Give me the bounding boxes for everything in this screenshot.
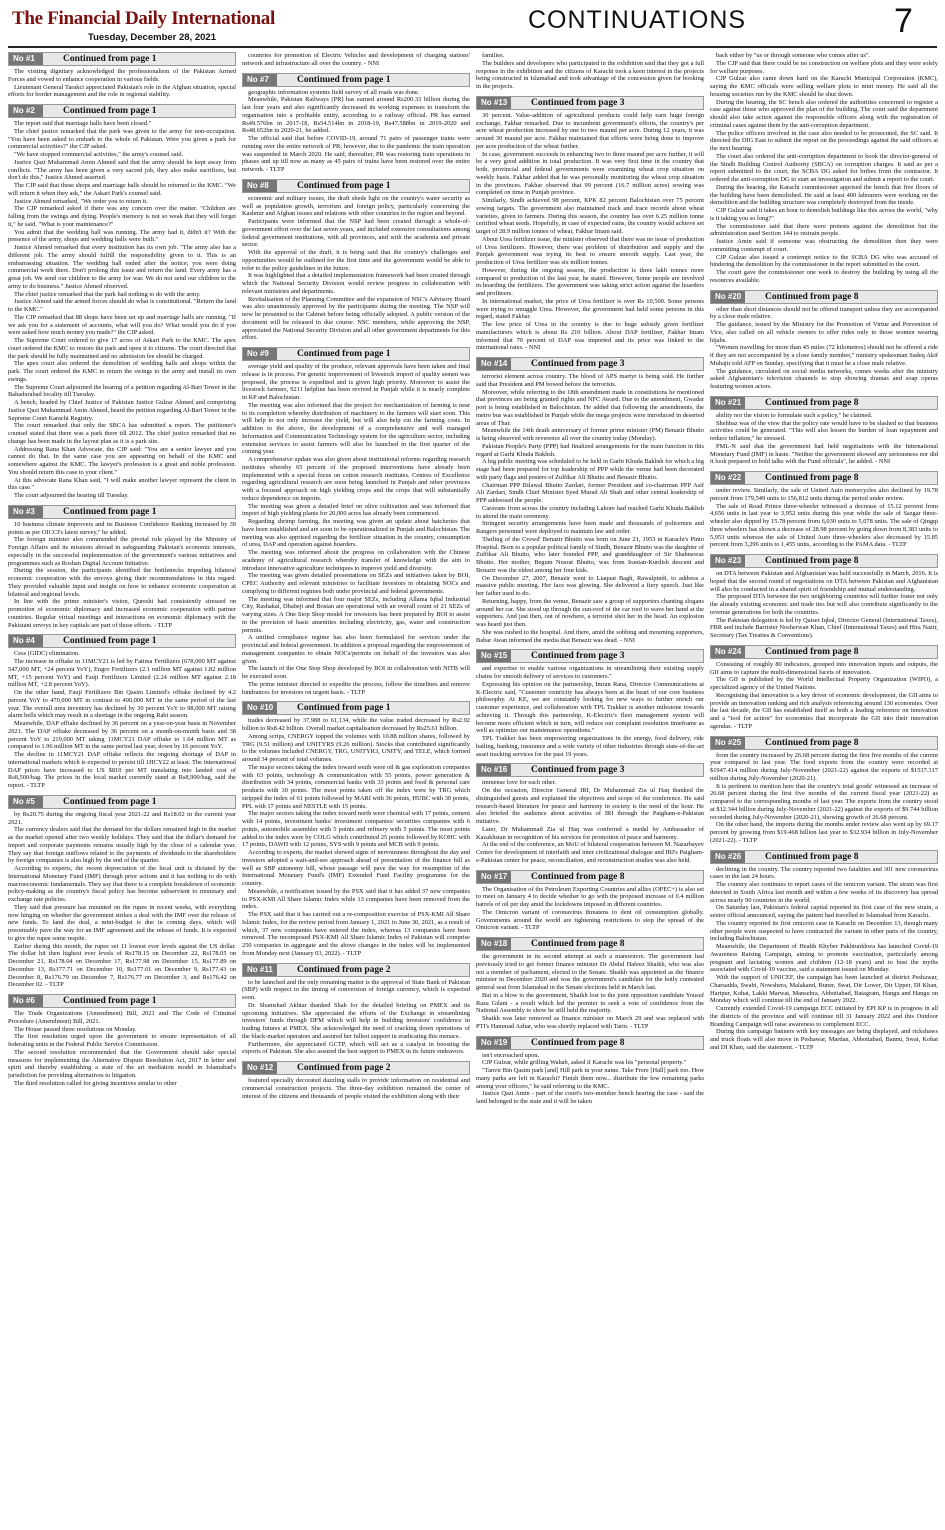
paragraph: A bench, headed by Chief Justice of Pakistan Justice Gulzar Ahmed and comprising Justice Qazi Muhammad Amin Ahmed, heard the petition regarding Al-Bari Tower in the Supreme Court Karachi Registry.: [8, 399, 236, 422]
article-number: No #19: [477, 1037, 511, 1049]
paragraph: The third resolution called for giving incentives similar to other: [14, 1079, 177, 1087]
article-number: No #9: [243, 348, 277, 360]
article-number: No #20: [711, 291, 745, 303]
continued-from-label: Continued from page 8: [511, 871, 703, 883]
article-header: [242, 963, 470, 977]
paragraph: The report said that marriage halls have been closed.": [14, 120, 152, 127]
article-number: No #6: [9, 995, 43, 1007]
article-body: [242, 363, 470, 696]
issue-date: Tuesday, December 28, 2021: [88, 32, 216, 43]
paragraph: Earlier during this month, the rupee set 11 lowest ever levels against the US dollar. The dollar hit then highest ever levels of Rs178.15 on December 22, Rs178.05 on December 21, Rs178.04 on December 17, Rs177.98 on December 15, Rs177.89 on December 13, Rs177.71 on December 10, Rs177.61 on December 9, Rs177.43 on December 8, Rs176.79 on December 7, Rs176.77 on December 3, and Rs176.42 on December 02. - TLTP: [8, 942, 236, 989]
paragraph: The meeting was given detailed presentations on SEZs and initiatives taken by BOI, CPEC Authority and relevant ministries to facilitate investors in obtaining NOCs and complying to different regimes both under provincial and federal governments.: [242, 572, 470, 595]
article-body: [476, 112, 704, 352]
paragraph: Caravans from across the country including Lahore had reached Garhi Khuda Bakhsh to attend the main ceremony.: [476, 504, 704, 520]
paragraph: Justice Ahmed remarked that every institution has its own job. "The army also has a different job. The army should fulfill the responsibility given to it. This is an embarrassing situation. The wedding hall ended after the notice; you were doing commercial work there. Don't prolong this issue and return the land. Every army has a great job. We send our children to the army for war. We do not send our children to the army to do business." Justice Ahmed observed.: [8, 244, 236, 290]
paragraph: The CJP remarked that 88 shops have been set up and marriage halls are running. "If we ask you for a statement of accounts, what will you do? What would you do if you were asked how much money you made?" the CJP asked.: [8, 313, 236, 337]
article-number: No #5: [9, 796, 43, 808]
article-header: [8, 505, 236, 519]
article: [476, 96, 704, 352]
paragraph: The court gave the commissioner one week to destroy the building by using all the resources available.: [710, 269, 938, 284]
paragraph: families.: [482, 52, 505, 59]
continued-from-label: Continued from page 1: [43, 53, 235, 65]
paragraph: On December 27, 2007, Benazir went to Liaquat Bagh, Rawalpindi, to address a massive public meeting. Her face was glowing. She delivered a fiery speech. Just like her father used to do.: [476, 574, 704, 597]
continued-from-label: Continued from page 1: [43, 635, 235, 647]
article-number: No #22: [711, 472, 745, 484]
paragraph: Chairman PPP Bilawal Bhutto Zardari, former President and co-chairman PPP Asif Ali Zardari, Sindh Chief Minister Syed Murad Ali Shah and other central leadership of PPP addressed the people.: [476, 481, 704, 504]
newspaper-title: The Financial Daily International: [12, 8, 275, 29]
paragraph: Dr. Shamshad Akhtar thanked Shah for the detailed briefing on PMEX and its upcoming initiatives. She appreciated the efforts of the Exchange in streamlining investors' funds through DFM which will help in building investors' confidence in trading futures at PMEX. She acknowledged the need of cracking down operations of the black-market operators and assured her fullest support in eradicating this menace.: [242, 1001, 470, 1040]
article-body: [8, 650, 236, 790]
paragraph: Similarly, Sindh achieved 98 percent, KPK 82 percent Balochistan over 75 percent sowing targets. The government also maintained track and trace records about wheat varieties, given to farmers. During this season, the country has over 6.25 million tonne certified wheat seeds. Hopefully, in case of expected rains, the country would achieve set target of 28.9 million tonnes of wheat, Fakhar Imam said.: [476, 197, 704, 235]
paragraph: featured specially decorated dazzling stalls to provide information on residential and commercial construction projects. The three-day exhibition remained the center of interest of the citizens and thousands of people visited the exhibition along with their: [242, 1077, 470, 1100]
continued-from-label: Continued from page 8: [511, 1037, 703, 1049]
continued-from-label: Continued from page 1: [43, 105, 235, 117]
paragraph: On the occasion, Director General IRI, Dr Muhammad Zia ul Haq thanked the distinguished guests and explained the objectives and scope of the conference. He said research-based literature for peace and harmony in society is the need of the hour. He also briefed the audience about activities of IRI through the Paigham-e-Pakistan initiative.: [476, 787, 704, 825]
paragraph: The low price of Urea in the country is due to huge subsidy given fertilizer manufacturers which is about Rs 210 billion. About DAP fertilizer, Fakhar Imam informed that 70 percent of DAP was imported and its price was linked to the international rates. - NNI: [476, 321, 704, 352]
paragraph: The Pakistan delegation is led by Qaiser Iqbal, Director General (International Taxes), FBR and include Barrister Nosherwan Khan, Chief (International Taxes) and Hira Nazir, Secretary (Tax Treaties & Conventions).: [710, 616, 938, 639]
continued-from-label: Continued from page 1: [277, 74, 469, 86]
paragraph: You admit that the wedding hall was running. The army had it, didn't it? With the presence of the army, shops and wedding halls were built.": [8, 228, 236, 244]
paragraph: The official said that before COVID-19, around 71 pairs of passenger trains were running over the entire network of PR; however, due to the pandemic the train operation was suspended in March 2020. He said, thereafter, PR was restoring train operations in phases and up till now as many as 45 pairs of trains have been restored over the entire network. - TLTP: [242, 135, 470, 173]
article-header: [8, 52, 236, 66]
paragraph: According to experts, the recent depreciation of the local unit is dictated by the International Monetary Fund (IMF) through prior actions and it has nothing to do with macroeconomic fundamentals. They say that there is a complete breakdown of economic policy-making as the country's fiscal policy has become subservient to monetary and exchange rate policies.: [8, 865, 236, 903]
paragraph: The meeting was also informed that the project for mechanization of farming is near to its completion whereby distribution of machinery to the farmers will start soon. This will help to not only increase the yield, but will also help cut the farming costs. In addition to the above, the development of a comprehensive and well managed Information and Communication Technology system for the agriculture sector, including extension services to assist farmers will also be launched in the first quarter of the coming year.: [242, 401, 470, 456]
column-2: [242, 52, 470, 1524]
continued-from-label: Continued from page 1: [43, 796, 235, 808]
article-body: [476, 373, 704, 644]
article: [476, 52, 704, 91]
article: [242, 73, 470, 174]
paragraph: The currency dealers said that the demand for the dollars remained high in the market as the market opened after two weekly holidays. They said that the dollar's demand for import and corporate payments remains usually high by the close of a calendar year. They say that foreign outflows related to the payments of dividends to the shareholders by foreign companies is also high by the end of the quarter.: [8, 826, 236, 865]
paragraph: CJP Gulzar said it takes an hour to demolish buildings like this across the world, "why is it taking you so long?": [710, 207, 938, 222]
article-header: [242, 701, 470, 715]
continued-from-label: Continued from page 8: [745, 646, 937, 658]
article-body: [242, 89, 470, 174]
article-number: No #23: [711, 555, 745, 567]
article-body: [476, 52, 704, 91]
paragraph: The CJP said that there could be no construction on welfare plots and they were solely for welfare purposes.: [710, 59, 938, 75]
paragraph: With the support of UNICEF, the campaign has been launched at district Peshawar, Charsadda, Swabi, Nowshera, Malakand, Buner, Swat, Dir Lower, Dir Upper, DI Khan, Haripur, Kohat, Lakki Marwat, Mansehra, Abbottabad, Batagram, Hangu and Hangu on Monday which will continue till the end of January 2022.: [710, 974, 938, 1005]
paragraph: In case, government succeeds in enhancing two to three maund per acre further, it will be a very good addition in total production. It was very first time in the country that both, provincial and federal governments were examining wheat crop situation on weekly basis. Fakhar added that he was personally monitoring the wheat crop situation in the provinces. Fakhar observed that 99 percent (16.7 million acres) sowing was completed on time in Punjab province.: [476, 150, 704, 197]
article-body: [476, 886, 704, 933]
article-body: [476, 953, 704, 1031]
article-header: [8, 104, 236, 118]
continued-from-label: Continued from page 1: [277, 348, 469, 360]
article-header: [8, 795, 236, 809]
paragraph: The Omicron variant of coronavirus threatens to dent oil consumption globally. Governments around the world are tightening restrictions to stop the spread of the Omicron variant. - TLTP: [476, 908, 704, 932]
paragraph: Meanwhile, Pakistan Railways (PR) has earned around Rs200.33 billion during the last four years and also significantly decreased its working expenses to transform the organisation into a profitable entity, according to a railway official. PR has earned Rs49.576bn in 2017-18, Rs54.514bn in 2018-19, Rs47.588bn in 2019-2020 and Rs48.652bn in 2020-21, he added.: [242, 96, 470, 135]
paragraph: The proposed DTA between the two neighboring countries will further foster not only the already existing economic and trade ties but will also contribute significantly to the revenue generations for both the countries.: [710, 593, 938, 616]
paragraph: trades decreased by 37,988 to 61,134, while the value traded decreased by Rs2.92 billion to Rs8.42 billion. Overall market capitalisation decreased by Rs25.61 billion.: [242, 717, 470, 732]
continued-from-label: Continued from page 2: [277, 1062, 469, 1074]
article-header: [710, 736, 938, 750]
continued-from-label: Continued from page 3: [511, 650, 703, 662]
paragraph: Returning, happy, from the venue, Benazir saw a group of supporters chanting slogans around her car. She stood up through the sun-roof of the car roof to wave her hand at the supporters. And just then, out of nowhere, a terrorist shot her in the head. An explosion was heard just then.: [476, 597, 704, 628]
paragraph: The guidance, circulated on social media networks, comes weeks after the ministry asked Afghanistan's television channels to stop showing dramas and soap operas featuring women actors.: [710, 367, 938, 390]
article-number: No #17: [477, 871, 511, 883]
article-number: No #13: [477, 97, 511, 109]
section-title: CONTINUATIONS: [528, 6, 747, 34]
continued-from-label: Continued from page 3: [511, 97, 703, 109]
article-header: [476, 937, 704, 951]
article: [476, 1036, 704, 1106]
paragraph: isn't encroached upon.: [482, 1051, 540, 1059]
article-header: [8, 994, 236, 1008]
paragraph: CJP Gulzar, while grilling Wahab, asked if Karachi was his "personal property.": [482, 1059, 687, 1067]
paragraph: With the approval of the draft, it is being said that the country's challenges and opportunities would be outlined for the first time and the government would be able to refer to the policy guidelines in the future.: [242, 249, 470, 272]
paragraph: Expressing his opinion on the partnership, Imran Rana, Director Communications at K-Electric said, "Customer centricity has always been at the heart of our core business philosophy. At KE, we are constantly looking for new ways to further enrich our customer experience, and collaboration with TPL Trakker is another milestone towards achieving it. Through this partnership, K-Electric's fleet management system will become more efficient which in turn, will reduce our complaint resolution timeframe as well as optimize our maintenance operations.": [476, 680, 704, 735]
paragraph: During this campaign banners with key messages are being displayed, and rickshaws and truck floats will also move in Peshawar, Mardan, Abbottabad, Bannu, Swat, Kohat and DI Khan, said the statement. - TLTP: [710, 1028, 938, 1051]
paragraph: declining in the country. The country reported two fatalities and 301 new coronavirus cases in the last 24 hours.: [710, 865, 938, 881]
paragraph: Addressing Rana Khan Advocate, the CJP said: "You are a senior lawyer and you cannot do that. In the same case you are appearing on behalf of the KMC and somewhere against the KMC. The lawyer's profession is a great and noble profession. You should return this case to your client.": [8, 445, 236, 476]
article: [710, 290, 938, 391]
paragraph: The prime minister directed to expedite the process, follow the timelines and remove hindrances for investors on urgent basis. - TLTP: [242, 680, 470, 696]
article-header: [476, 96, 704, 110]
paragraph: During the session, the participants identified the bottlenecks impeding bilateral economic cooperation with the envoys giving their recommendations in this regard. They provided valuable input and insight on how to enhance economic cooperation at bilateral and regional levels.: [8, 567, 236, 598]
paragraph: A comprehensive update was also given about institutional reforms regarding research institutes whereby 65 percent of the proposed interventions have already been implemented with a special focus on cotton research institutes. Centres of Excellence regarding agricultural research are soon being launched in Punjab and other provinces with a focused approach on high yielding crops and the crops that will substantially reduce dependence on imports.: [242, 456, 470, 502]
article-header: [242, 179, 470, 193]
column-3: [476, 52, 704, 1524]
article: [710, 471, 938, 549]
article-body: [8, 811, 236, 989]
paragraph: The court remarked that only the SBCA has submitted a report. The petitioner's counsel stated that there was a park there till 2012. The chief justice remarked that no change has been made in the layout plan as it is a park site.: [8, 422, 236, 445]
continued-from-label: Continued from page 3: [511, 358, 703, 370]
article-number: No #11: [243, 964, 277, 976]
article-number: No #1: [9, 53, 43, 65]
masthead: [0, 0, 945, 48]
paragraph: The meeting was informed that four major SEZs, including Allama Iqbal Industrial City, Rashakai, Dhabeji and Bostan are operational with an overall count of 21 SEZs of varying sizes. A One Stop Shop model for investors has been prepared by BOI to assist in the provision of basic amenities including electricity, gas, water and construction permits.: [242, 595, 470, 634]
paragraph: to be launched and the only remaining matter is the approval of State Bank of Pakistan (SBP) with respect to the timing of conversion of foreign currency, which is expected soon.: [242, 978, 470, 1001]
article-number: No #26: [711, 851, 745, 863]
article-number: No #16: [477, 764, 511, 776]
paragraph: by Rs20.75 during the ongoing fiscal year 2021-22 and Rs18.02 in the current year 2021.: [8, 810, 236, 826]
paragraph: 30 percent. Value-addition of agricultural products could help earn huge foreign exchange, Fakhar remarked. Due to incumbent government's efforts, the country's per acre wheat production increased by one to two maund per acre. During 12 years, it was around 30 maund per acre. Fakhar maintained that efforts were being done to improve per acre production of the wheat further.: [476, 111, 704, 150]
paragraph: Lieutenant General Tarakci appreciated Pakistan's role in the Afghan situation, special efforts for border management and the role in regional stability.: [8, 83, 236, 99]
paragraph: immense love for each other.: [482, 779, 556, 787]
paragraph: The Supreme Court adjourned the hearing of a petition regarding Al-Bari Tower in the Bahadurabad locality till Tuesday.: [8, 383, 236, 399]
paragraph: The meeting was given a detailed brief on olive cultivation and was informed that import of high yielding plants for 20,000 acres has already been commenced.: [242, 502, 470, 518]
article: [242, 347, 470, 696]
paragraph: PML-N said that the government had held negotiations with the International Monetary Fund (IMF) in haste. "Neither the government showed any seriousness nor did it look prepared to hold talks with the Fund officials", he added. - NNI: [710, 442, 938, 466]
article-body: [242, 52, 470, 68]
article: [476, 763, 704, 864]
paragraph: On the other hand, Fauji Fertilizers Bin Qasim Limited's offtake declined by 4.2 percent YoY to 470,000 MT in contrast to 490,000 MT in the same period of the last year. The overall urea inventory has declined by 30 percent YoY to 98,000 MT raising alarm bells which may result in a shortage in the ongoing Rabi season.: [8, 689, 236, 720]
paragraph: At this advocate Rana Khan said, "I will make another lawyer represent the client in this case.": [8, 476, 236, 492]
paragraph: The chief justice remarked that the park had nothing to do with the army.: [14, 290, 201, 298]
article: [242, 1061, 470, 1100]
article-number: No #12: [243, 1062, 277, 1074]
paragraph: In line with the prime minister's vision, Qureshi had consistently stressed on promotion of economic diplomacy and increased economic cooperation with partner countries. Regular virtual meetings and interactions on economic diplomacy with the Pakistani envoys in key capitals are part of those efforts. - TLTP: [8, 598, 236, 629]
article-body: [710, 866, 938, 1052]
paragraph: TPL Trakker has been empowering organizations in the energy, food delivery, ride hailing, banking, insurance and a wide variety of other industries through state-of-the-art asset tracking services for the past 19 years.: [476, 735, 704, 758]
continued-from-label: Continued from page 1: [43, 506, 235, 518]
paragraph: A unified compliance regime has also been formulated for services under the provincial and federal government. In addition a proposal regarding the empowerment of management companies to obtain NOCs/permits on behalf of the investors was also given.: [242, 634, 470, 665]
article: [710, 554, 938, 640]
paragraph: the government in its second attempt at such a manoeuvre. The government had previously tried to get former finance minister Dr Abdul Hafeez Shaikh, who was also not a member of parliament, elected to the Senate. Shaikh was appointed as the finance minister in December 2020 and was the government's candidate for the hotly contested general seat from Islamabad in the Senate elections held in March last.: [476, 953, 704, 991]
article-body: [8, 1010, 236, 1088]
article-number: No #4: [9, 635, 43, 647]
paragraph: Revitalisation of the Planning Committee and the expansion of NSC's Advisory Board was also unanimously approved by the participants during the meeting. The NSP will now be presented to the Cabinet before being officially adopted. A public version of the document will be released in due course. NSC members, while approving the NSP, appreciated the National Security Division and all other government departments for this effort.: [242, 295, 470, 342]
article-number: No #21: [711, 397, 745, 409]
paragraph: The Organisation of the Petroleum Exporting Countries and allies (OPEC+) is also set to meet on January 4 to decide whether to go with the proposed increase of 0.4 million barrels of oil per day amid the lockdowns imposed in different countries.: [476, 885, 704, 908]
article-body: [710, 52, 938, 285]
paragraph: 10 business climate improvers and its Business Confidence Ranking increased by 39 points as per OICCI's latest survey," he added.: [8, 520, 236, 536]
paragraph: CJP Gulzar also came down hard on the Karachi Municipal Corporation (KMC), saying the KMC officials were selling welfare plots to mint money. He said all the housing societies run by the KMC should be shut down.: [710, 75, 938, 98]
continued-from-label: Continued from page 1: [277, 702, 469, 714]
paragraph: Furthermore, she appreciated GCTP, which will act as a catalyst in boosting the exports of Pakistan. She also assured the best support to PMEX in its future endeavors.: [242, 1040, 470, 1056]
paragraph: Meanwhile, DAP offtake declined by 36 percent on a year-on-year basis in November 2021. The DAP offtake decreased by 36 percent on a month-on-month basis and 38 percent YoY to 219,000 MT taking 11MCY21 DAP offtake to 1.64 million MT as compared to 1.96 million MT in the same period last year, down by 16 percent YoY.: [8, 720, 236, 751]
paragraph: At the end of the conference, an MoU of bilateral cooperation between M. Nazarbayev Centre for development of interfaith and inter civilizational dialogue and IRI's Paigham-e-Pakistan center for peace, reconciliation, and reconstruction studies was also held.: [476, 841, 704, 864]
article: [8, 52, 236, 99]
paragraph: She was rushed to the hospital. And there, amid the sobbing and mourning supporters, Babar Awan informed the media that Benazir was dead. - NNI: [476, 628, 704, 644]
paragraph: The country also continues to report cases of the omicron variant. The strain was first detected in South Africa last month and within a few weeks of its discovery has spread across nearly 90 countries in the world.: [710, 881, 938, 904]
article: [8, 505, 236, 630]
paragraph: But in a blow to the government, Shaikh lost to the joint opposition candidate Yousuf Raza Gilani - a result which led the premier to seek a vote of confidence from the National Assembly to show he still held the majority.: [476, 991, 704, 1015]
paragraph: The police officers involved in the case also needed to be prosecuted, the SC said. It directed the DIG East to submit the report on the proceedings against the said officers at the next hearing.: [710, 129, 938, 152]
article-body: [242, 979, 470, 1057]
paragraph: About Urea fertilizer issue, the minister observed that there was no issue of production of Urea fertilizers. However, there was problem of distribution and supply and the Punjab government was trying its best to ensure smooth supply. Last year, the production of Urea fertilizer was six million tonnes.: [476, 235, 704, 266]
paragraph: terrorist element across country. The blood of APS martyr is being sold. He further said that President and PM bowed before the terrorists.: [476, 373, 704, 388]
article: [8, 994, 236, 1088]
page-number: 7: [894, 2, 913, 40]
paragraph: "We have stopped commercial activities," the army's counsel said.: [14, 151, 184, 158]
article: [242, 701, 470, 957]
paragraph: Among scrips, CNERGY topped the volumes with 10.88 million shares, followed by TRG (9.51 million) and UNITYRS (9.26 million). Stocks that contributed significantly to the volumes included CNERGY, TRG, UNITYR3, UNITY, and TELE, which formed around 34 percent of total volumes.: [242, 732, 470, 763]
paragraph: countries for promotion of Electric Vehicles and development of charging stations' network and infrastructure all over the country. - NNI: [242, 52, 470, 67]
article-header: [8, 634, 236, 648]
paragraph: The launch of the One Stop Shop developed by BOI in collaboration with NITB will be executed soon.: [242, 665, 470, 680]
paragraph: Pakistan People's Party (PPP) had finalized arrangements for the main function in this regard at Garhi Khuda Bakhsh.: [476, 442, 704, 458]
continued-from-label: Continued from page 8: [745, 851, 937, 863]
article-number: No #7: [243, 74, 277, 86]
paragraph: Regarding shrimp farming, the meeting was given an update about hatcheries that have been established and are soon to be operationalized in Punjab and Balochistan. The meeting was also apprised regarding the fertilizer situation in the country, consumption of urea, DAP and operation against hoarders.: [242, 518, 470, 549]
article: [8, 634, 236, 790]
continued-from-label: Continued from page 8: [745, 291, 937, 303]
paragraph: The first resolution urged upon the government to ensure representation of all federating units in the Federal Public Service Commission.: [8, 1033, 236, 1048]
paragraph: and expertise to enable various organizations in streamlining their existing supply chains for smooth delivery of services to customers.": [476, 665, 704, 680]
paragraph: 'Darling of the Crowd' Benazir Bhutto was born on June 21, 1953 in Karachi's Pinto Hospital. Born to a popular political family of Sindh, Benazir Bhutto was the daughter of Zulfikar Ali Bhutto, who later founded PPP, and granddaughter of Sir Shahnawaz Bhutto. Her mother, Begum Nusrat Bhutto, was from Iranian-Kurdish descent and Benazir was the eldest among her four kids.: [476, 535, 704, 574]
paragraph: The CJP said that these shops and marriage halls should be returned to the KMC. "We will return it when they ask," the Askari Park's counsel said.: [8, 182, 236, 197]
paragraph: economic and military issues, the draft sheds light on the country's water security as well as population growth, terrorism and foreign policy, particularly concerning the Kashmir and Afghan issues and relations with other countries in the region and beyond.: [242, 194, 470, 218]
article-header: [710, 850, 938, 864]
paragraph: The country reported its first omicron case in Karachi on December 13, though many other people were suspected to have contracted the variant in other parts of the country, including Balochistan.: [710, 919, 938, 943]
paragraph: Justice Amin said if someone was obstructing the demolition then they were committing contempt of court.: [710, 238, 938, 253]
paragraph: They said that pressure has mounted on the rupee in recent weeks, with everything now hinging on whether the government strikes a deal with the IMF over the release of new funds. To land the deal, a mini-budget is due in coming days, which will presumably pave the way for an IMF agreement and the release of funds. It is expected to give the rupee some respite.: [8, 903, 236, 942]
continued-from-label: Continued from page 8: [745, 555, 937, 567]
article-body: [8, 120, 236, 500]
paragraph: CJP Gulzar also issued a contempt notice to the SCBA DG who was accused of hindering the demolition by the commissioner in the report submitted to the court.: [710, 253, 938, 269]
article: [710, 736, 938, 845]
continued-from-label: Continued from page 1: [277, 180, 469, 192]
paragraph: Justice Qazi Muhammad Amin Ahmed said that the army should be kept away from conflicts. "The army has been given a very sacred job, they also make sacrifices, but don't do this," Justice Ahmed asserted.: [8, 158, 236, 182]
article-header: [242, 73, 470, 87]
continued-from-label: Continued from page 2: [277, 964, 469, 976]
paragraph: Recognising that innovation is a key driver of economic development, the GII aims to provide an innovation ranking and rich analysis referencing around 130 economies. Over the last decade, the GII has established itself as both a leading reference on innovation and a "tool for action" for economies that incorporate the GII into their innovation agendas. - TLTP: [710, 691, 938, 730]
paragraph: However, during the ongoing season, the production is three lakh tonnes more compared to production of the last year, he stated. However, Some people are involved in hoarding the fertilizers. The government was taking strict action against the hoarders and profiteers.: [476, 266, 704, 297]
article: [476, 937, 704, 1031]
continued-from-label: Continued from page 8: [745, 397, 937, 409]
article-number: No #18: [477, 938, 511, 950]
paragraph: "Tanvir Bin Qasim park [and] Hill park in your name. Take Frere [Hall] park too. How many parks are left in Karachi? Finish them now... distribute the few remaining parks among your officers," he said referring to the KMC.: [476, 1067, 704, 1090]
article-body: [242, 195, 470, 342]
paragraph: The foreign minister also commended the pivotal role played by the Ministry of Foreign Affairs and its missions abroad in safeguarding Pakistan's economic interests, especially in the successful implementation of the government's various initiatives and programmes such as Roshan Digital Account Initiative.: [8, 536, 236, 567]
paragraph: The commissioner said that there were protests against the demolition but the administration used Section 144 to restrain people.: [710, 222, 938, 238]
article-header: [710, 396, 938, 410]
paragraph: The second resolution recommended that the Government should take special measures for implementing the Alternative Dispute Resolution Act, 2017 in letter and spirit and thereby establishing a state of the art mediation model in Islamabad's jurisdiction for providing alternatives to litigation.: [8, 1048, 236, 1079]
article-header: [710, 554, 938, 568]
paragraph: Currently extended Covid-19 campaign ECC initiated by EPI KP is in progress in all the districts of the province and will continue till 31 January 2022 and this Outdoor Branding Campaign will raise awareness to complement ECC.: [710, 1005, 938, 1028]
article-body: [710, 752, 938, 845]
article: [710, 396, 938, 466]
article-body: [710, 661, 938, 731]
article-body: [242, 717, 470, 957]
paragraph: During the hearing, the SC bench also ordered the authorities concerned to register a case against those who approved the plan of the building. The court said the department should also take action against the responsible officers along with the registration of criminal cases against them by the anti-corruption department.: [710, 98, 938, 129]
article-number: No #8: [243, 180, 277, 192]
article: [476, 357, 704, 644]
continued-from-label: Continued from page 8: [511, 938, 703, 950]
article: [710, 645, 938, 731]
article: [242, 963, 470, 1057]
article-number: No #25: [711, 737, 745, 749]
continued-from-label: Continued from page 1: [43, 995, 235, 1007]
paragraph: The increase in offtake in 11MCY21 is led by Fatima Fertilizers (678,000 MT against 547,000 MT, +24 percent YoY), Engro Fertilizers (2.1 million MT against 1.82 million MT, +15 percent YoY) and Fauji Fertilizers Limited (2.24 million MT against 2.18 million MT, +2.8 percent YoY).: [8, 658, 236, 689]
paragraph: Shaikh was later removed as finance minister on March 29 and was replaced with PTI's Hammad Azhar, who was shortly replaced with Tarin. - TLTP: [476, 1015, 704, 1030]
article-header: [710, 290, 938, 304]
paragraph: The decline in 11MCY21 DAP offtake reflects the ongoing shortage of DAP in international markets which is expected to persist till 1HCY22 at least. The international DAP prices have increased to US $810 per MT translating into landed cost of Rs8,500/bag. The prices in the local market currently stand at Rs8,900/bag, said the report. - TLTP: [8, 751, 236, 789]
article-number: No #15: [477, 650, 511, 662]
paragraph: It was highlighted that a detailed implementation framework had been created through which the National Security Division would review progress in collaboration with relevant ministries and departments.: [242, 272, 470, 295]
article-columns: [8, 52, 938, 1524]
paragraph: In international market, the price of Urea fertilizer is over Rs 10,500. Some persons were trying to smuggle Urea. However, the government had held some persons in this regard, stated Fakhar.: [476, 297, 704, 321]
paragraph: Consisting of roughly 80 indicators, grouped into innovation inputs and outputs, the GII aims to capture the multi-dimensional facets of innovation.: [710, 660, 938, 676]
article-header: [476, 357, 704, 371]
paragraph: The major sectors taking the index toward north were chemical with 17 points, cement with 14 points, investment banks/ investment companies/ securities companies with 6 points, automobile assembler with 5 points and refinery with 5 points. The most points added to the index were by COLG which contributed 25 points followed by KOHC with 17 points, DAWH with 12 points, SYS with 9 points and MCB with 9 points.: [242, 810, 470, 849]
paragraph: Later, Dr Muhammad Zia ul Haq was conferred a medal by Ambassador of Kazakhstan in recognition of his services for promotion of peace and harmony.: [476, 825, 704, 841]
paragraph: On Saturday last, Pakistan's federal capital reported its first case of the new strain, a senior official announced, saying the patient had travelled to Islamabad from Karachi.: [710, 904, 938, 919]
paragraph: under review. Similarly, the sale of United Auto motorcycles also declined by 19.78 percent from 179,549 units to 156,812 units during the period under review.: [710, 487, 938, 502]
paragraph: "Women travelling for more than 45 miles (72 kilometres) should not be offered a ride if they are not accompanied by a close family member," ministry spokesman Sadeq Akif Muhajir told AFP on Sunday, specifying that it must be a close male relative.: [710, 344, 938, 367]
paragraph: Justice Ahmed remarked, "We order you to return it.: [14, 197, 148, 205]
paragraph: average yield and quality of the produce, relevant approvals have been taken and final release is in process. For genetic improvement of livestock import of quality semen was proposed, the process is expedited and is given high priority. Moreover to assist the livestock farmers, 9211 helpline has been revived in Punjab while it is nearly complete in KP and Balochistan.: [242, 363, 470, 401]
masthead-rule: [8, 46, 937, 48]
article-number: No #3: [9, 506, 43, 518]
paragraph: Meanwhile, a notification issued by the PSX said that it has added 37 new companies to PSX-KMI All Share Islamic Index while 13 companies have been removed from the index.: [242, 887, 470, 911]
continued-from-label: Continued from page 8: [745, 737, 937, 749]
article: [242, 52, 470, 68]
paragraph: geographic information systems field survey of all roads was done.: [248, 88, 420, 96]
paragraph: Justice Ahmed said the armed forces should do what is constitutional. "Return the land to the KMC.": [8, 298, 236, 313]
article: [710, 52, 938, 285]
paragraph: The guidance, issued by the Ministry for the Promotion of Virtue and Prevention of Vice, also called on all vehicle owners to offer rides only to those women wearing hijabs.: [710, 321, 938, 344]
article-body: [8, 521, 236, 630]
paragraph: Stringent security arrangements have been made and thousands of policemen and Rangers personnel were deployed to maintain law and order.: [476, 520, 704, 535]
article: [476, 870, 704, 933]
paragraph: The builders and developers who participated in the exhibition said that they got a full response in the exhibition and the citizens of Karachi took a keen interest in the projects being constructed in Islamabad and took advantage of the concession given for booking in the projects.: [476, 59, 704, 90]
paragraph: During the hearing, the Karachi commissioner apprised the bench that five floors of the building have been demolished. He said at least 400 labourers were working on the demolition and the building structure was completely destroyed from the inside.: [710, 183, 938, 207]
article-body: [710, 306, 938, 391]
paragraph: Shehbaz was of the view that the policy rate would have to be slashed so that business activities could be generated. "This will also lessen the burden of loan repayment and reduce inflation," he stressed.: [710, 419, 938, 442]
paragraph: Justice Qazi Amin - part of the court's two-member bench hearing the case - said the land belonged to the state and it will be taken: [476, 1090, 704, 1105]
article: [8, 104, 236, 500]
paragraph: The Supreme Court ordered to give 17 acres of Askari Park to the KMC. The apex court ordered the KMC to restore the park and open it to citizens. The court directed that the park should be fully maintained and no admission fee should be charged.: [8, 337, 236, 360]
article-body: [242, 1077, 470, 1100]
article-body: [710, 412, 938, 466]
paragraph: back either by "us or through someone who comes after us".: [716, 52, 871, 59]
paragraph: The Trade Organizations (Amendment) Bill, 2021 and The Code of Criminal Procedure (Amendment) Bill, 2021.: [8, 1010, 236, 1025]
article-header: [476, 649, 704, 663]
paragraph: The major sectors taking the index toward south were oil & gas exploration companies with 63 points, technology & communication with 55 points, power generation & distribution with 34 points, commercial banks with 33 points and food & personal care products with 30 points. The most points taken off the index were by TRG which stripped the index of 61 points followed by MARI with 36 points, HUBC with 30 points, PPL with 17 points and NESTLE with 15 points.: [242, 763, 470, 810]
paragraph: from the country increased by 26.68 percent during the first five months of the current year compared to last year. The food exports from the country were recorded at $1947.414 million during July-November (2021-22) against the exports of $1537.317 million during July-November (2020-21).: [710, 751, 938, 782]
paragraph: Participants were informed that the NSP had been created through a whole-of-government effort over the last seven years, and included extensive consultations among federal government institutions, with all provinces, and with the academia and private sector.: [242, 218, 470, 249]
article-number: No #14: [477, 358, 511, 370]
paragraph: The meeting was informed about the progress on collaboration with the Chinese academy of agricultural research whereby transfer of knowledge with the aim to introduce innovative agriculture techniques to improve yield and diversity.: [242, 549, 470, 572]
article-body: [476, 665, 704, 758]
paragraph: A big public meeting was scheduled to be held in Garhi Khuda Bakhsh for which a big stage had been prepared for top leadership of PPP while the venue had been decorated with party flags and posters of Zulfikar Ali Bhutto and Benazir Bhutto.: [476, 458, 704, 481]
paragraph: The apex court also ordered the demolition of wedding halls and shops within the park. The court ordered the KMC to return the swings to the army and install its own swings.: [8, 360, 236, 383]
paragraph: ability nor the vision to formulate such a policy," he claimed.: [716, 411, 873, 419]
column-4: [710, 52, 938, 1524]
article-header: [710, 645, 938, 659]
paragraph: The court adjourned the hearing till Tuesday.: [14, 492, 129, 499]
article-header: [242, 347, 470, 361]
article: [710, 850, 938, 1052]
article-number: No #10: [243, 702, 277, 714]
paragraph: Moreover, while referring to the 18th amendment made in constitutions he mentioned that provinces are being granted rights and NFC Award. Due to the amendment, Gwadar port is being established in Balochistan. He added that following the amendments, the metro bus was established in Punjab while the mega projects were introduced in deserted areas of Thar.: [476, 388, 704, 427]
paragraph: other than short distances should not be offered transport unless they are accompanied by a close male relative.: [710, 305, 938, 321]
article-number: No #24: [711, 646, 745, 658]
article-header: [476, 870, 704, 884]
paragraph: Cess (GIDC) elimination.: [14, 650, 80, 658]
paragraph: On the other hand, the imports during the months under review also went up by 69.17 percent by growing from $19.468 billion last year to $32.934 billion in July-November (2021-22). - TLTP: [710, 821, 938, 844]
paragraph: The court also ordered the anti-corruption department to book the director-general of the Sindh Building Control Authority (SBCA) on corruption charges. It said as per a report submitted to the court, the SCBA DG asked for bribes from the contractor. It ordered the anti-corruption DG to start an investigation and submit a report to the court.: [710, 152, 938, 183]
article-header: [242, 1061, 470, 1075]
continued-from-label: Continued from page 3: [511, 764, 703, 776]
paragraph: The chief justice remarked that the park was given to the army for non-occupation. "You have been asked to embark to the whole of Pakistan. Were you given a park for commercial activities?" the CJP asked.: [8, 127, 236, 151]
article: [476, 649, 704, 758]
paragraph: Meanwhile the 14th death anniversary of former prime minister (PM) Benazir Bhutto is being observed with reverence all over the country today (Monday).: [476, 427, 704, 442]
continued-from-label: Continued from page 8: [745, 472, 937, 484]
article-body: [710, 487, 938, 549]
paragraph: The CJP remarked asked if there was any concern over the matter. "Children are falling from the swings and dying. People's memory is not so weak that they will forget it," he said. "What is your maintenance?": [8, 205, 236, 228]
paragraph: The sale of Road Prince three-wheeler witnessed a decrease of 15.12 percent from 4,656 units in last year to 3,952 units during this year while the sale of Sazgar three-wheeler also dipped by 15.78 percent from 6,030 units to 5,078 units. The sale of Qingqi three wheelers has shown a decrease of 28.98 percent by going down from 8,383 units to 5,953 units whereas the sale of United Auto three-wheelers also decreased by 15.85 percent from 3,296 units to 1,455 units, according to the PAMA data. - TLTP: [710, 502, 938, 549]
paragraph: The House passed three resolutions on Monday.: [14, 1025, 137, 1033]
paragraph: The visiting dignitary acknowledged the professionalism of the Pakistan Armed Forces and vowed to enhance cooperation in various fields.: [8, 68, 236, 83]
article: [242, 179, 470, 342]
column-1: [8, 52, 236, 1524]
article: [8, 795, 236, 989]
paragraph: Meanwhile, the Department of Health Khyber Pakhtunkhwa has launched Covid-19 Awareness Raising Campaign, aiming to promote vaccination, particularly among pregnant and lactating women and children (12-18 years) and to bust the myths associated with Covid-19 vaccine, said a statement issued on Monday.: [710, 943, 938, 974]
paragraph: The GII is published by the World Intellectual Property Organization (WIPO), a specialized agency of the United Nations.: [710, 676, 938, 691]
paragraph: The PSX said that it has carried out a re-composition exercise of PSX-KMI All Share Islamic Index, for the review period from January 1, 2021 to June 30, 2021, as a result of which, 37 new companies have entered the index, whereas 13 companies have been removed. The recomposed PSX-KMI All Share Islamic Index of Pakistan will comprise 250 companies in aggregate and the above changes in the index will be implemented from Monday next (January 03, 2022). - TLTP: [242, 911, 470, 957]
article-body: [476, 1052, 704, 1106]
article-body: [476, 779, 704, 864]
paragraph: According to experts, the market showed signs of nervousness throughout the day and investors adopted a wait-and-see approach ahead of presentation of the finance bill as well as SBP autonomy bill, whose passage will pave the way for resumption of the International Monetary Fund's (IMF) Extended Fund Facility programme for the country.: [242, 849, 470, 887]
article-body: [710, 570, 938, 640]
article-header: [476, 1036, 704, 1050]
article-body: [8, 68, 236, 99]
paragraph: on DTA between Pakistan and Afghanistan was held successfully in March, 2016. It is hoped that the second round of negotiations on DTA between Pakistan and Afghanistan will also be conducted in a shared spirit of friendship and mutual understanding.: [710, 570, 938, 593]
article-header: [710, 471, 938, 485]
article-number: No #2: [9, 105, 43, 117]
article-header: [476, 763, 704, 777]
paragraph: It is pertinent to mention here that the country's total goods' witnessed an increase of 26.68 percent during the first five months of the current fiscal year (2021-22) as compared to the corresponding months of last year. The exports from the country stood at $12.344 billion during July-November (2021-22) against the exports of $9.744 billion recorded during July-November (2020-21), showing growth of 26.68 percent.: [710, 782, 938, 821]
